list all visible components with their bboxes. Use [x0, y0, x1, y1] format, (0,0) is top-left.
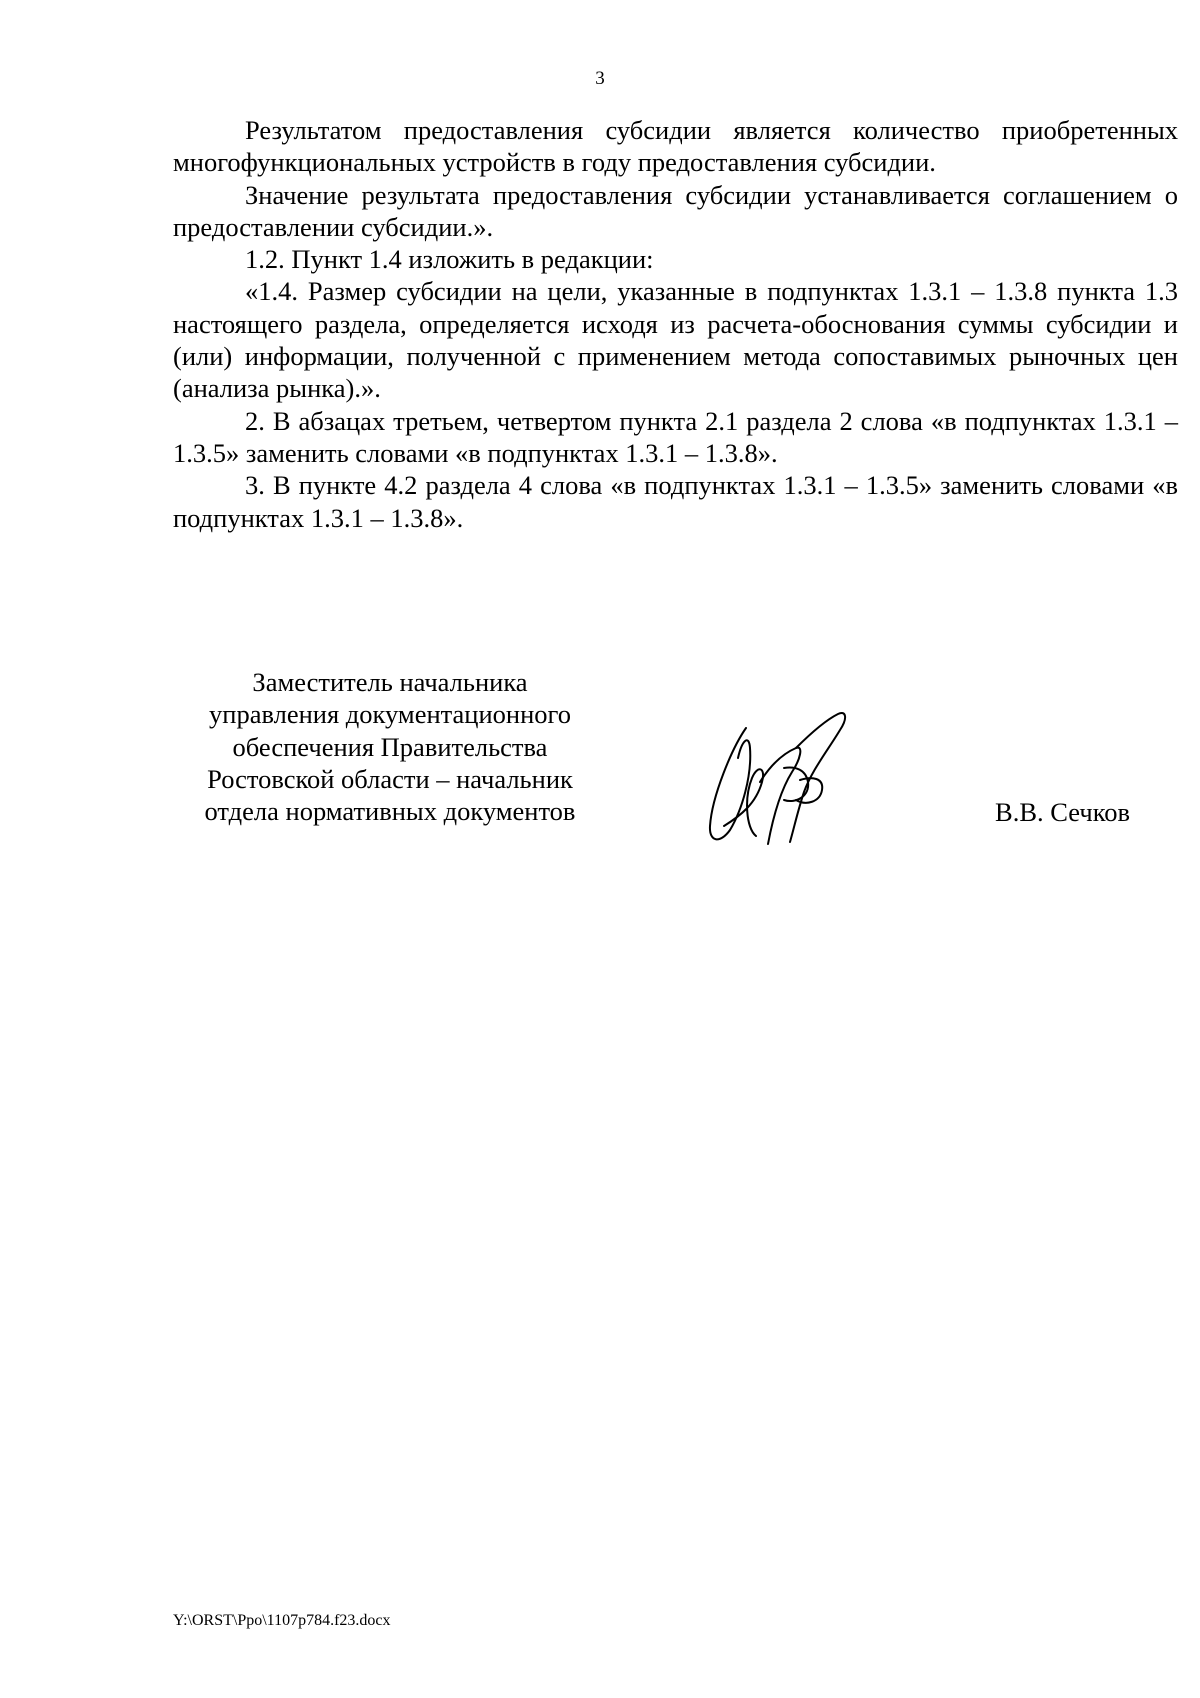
page-number: 3: [595, 68, 605, 89]
document-file-path: Y:\ORST\Ppo\1107p784.f23.docx: [173, 1612, 391, 1629]
paragraph-item-3: 3. В пункте 4.2 раздела 4 слова «в подпунктах 1.3.1 – 1.3.5» заменить словами «в подпунктах 1.3.1 – 1.3.8».: [173, 470, 1178, 533]
position-line: обеспечения Правительства: [232, 731, 548, 762]
position-line: отдела нормативных документов: [204, 796, 576, 827]
document-body: [173, 114, 1178, 534]
position-line: Заместитель начальника: [252, 667, 528, 697]
paragraph-item-1-4: «1.4. Размер субсидии на цели, указанные в подпунктах 1.3.1 – 1.3.8 пункта 1.3 настоящего раздела, определяется исходя из расчета-обоснования суммы субсидии и (или) информации, полученной с применением метода сопоставимых рыночных цен (анализа рынка).».: [173, 276, 1178, 404]
handwritten-signature: [700, 708, 860, 858]
position-line: Ростовской области – начальник: [207, 763, 573, 794]
paragraph-result-value: Значение результата предоставления субсидии устанавливается соглашением о предоставлении субсидии.».: [173, 179, 1178, 242]
paragraph-item-1-2: 1.2. Пункт 1.4 изложить в редакции:: [245, 244, 654, 275]
signatory-position: [130, 666, 650, 827]
paragraph-item-2: 2. В абзацах третьем, четвертом пункта 2.1 раздела 2 слова «в подпунктах 1.3.1 – 1.3.5» заменить словами «в подпунктах 1.3.1 – 1.3.8».: [173, 405, 1178, 468]
paragraph-result-definition: Результатом предоставления субсидии является количество приобретенных многофункциональных устройств в году предоставления субсидии.: [173, 115, 1178, 178]
position-line: управления документационного: [209, 699, 571, 730]
signer-name: В.В. Сечков: [995, 797, 1130, 827]
